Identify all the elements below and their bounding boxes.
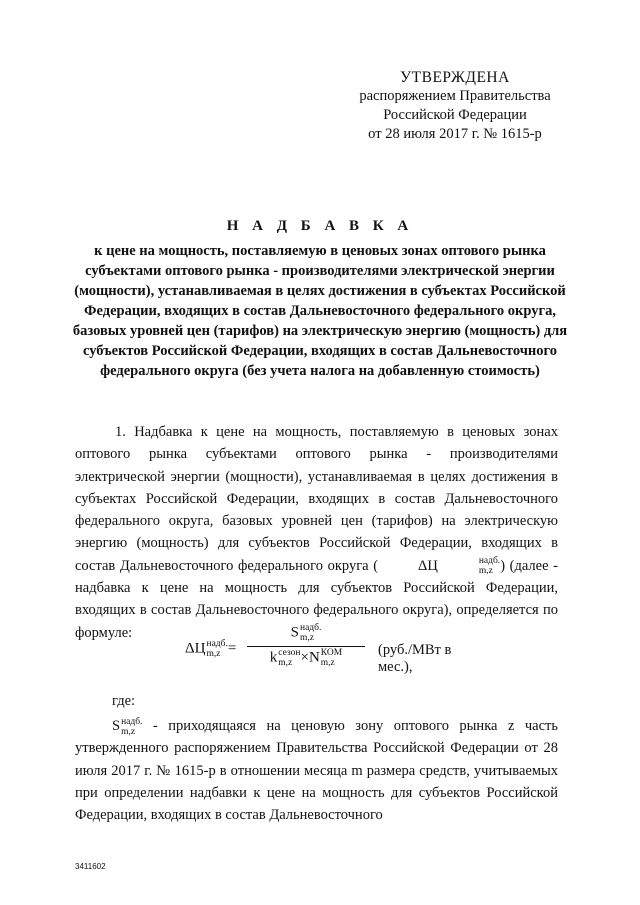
- approval-date: от 28 июля 2017 г. № 1615-р: [368, 126, 542, 142]
- surcharge-symbol-sub: m,z: [478, 566, 493, 577]
- fraction-bar: [247, 646, 365, 647]
- document-code: 3411602: [75, 862, 106, 871]
- surcharge-symbol-sup: надб.: [478, 556, 501, 567]
- paragraph-2-text: - приходящаяся на ценовую зону оптового рынка z часть утвержденного распоряжением Правительства Российской Федерации от 28 июля 2017 г. № 1615-р в отношении месяца m размера средств, учитываемых при определении надбавки к цене на мощность для субъектов Российской Федерации, входящих в состав Дальневосточного: [75, 718, 558, 824]
- approval-block: [330, 68, 580, 144]
- formula-fraction: [247, 623, 365, 668]
- formula-denominator: k сезон m,z ×N КОМ m,z: [269, 648, 343, 668]
- formula-lhs: ΔЦ надб. m,z =: [185, 639, 237, 659]
- paragraph-1-text-b: ) (далее - надбавка к цене на мощность для субъектов Российской Федерации, входящих в состав Дальневосточного федерального округа), определяется по формуле:: [75, 557, 558, 641]
- formula-numerator: S надб. m,z: [290, 623, 322, 643]
- surcharge-symbol: ΔЦ надб. m,z: [418, 556, 501, 577]
- heading-title: Н А Д Б А В К А: [226, 218, 414, 234]
- where-label: где:: [112, 693, 136, 709]
- heading-subtitle: к цене на мощность, поставляемую в ценовых зонах оптового рынка субъектами оптового рынка - производителями электрической энергии (мощности), устанавливаемая в целях достижения в субъектах Российской Федерации, входящих в состав Дальневосточного федерального округа, базовых уровней цен (тарифов) на электрическую энергию (мощность) для субъектов Российской Федерации, входящих в состав Дальневосточного федерального округа (без учета налога на добавленную стоимость): [72, 243, 568, 379]
- s-symbol: S надб. m,z: [112, 716, 143, 737]
- paragraph-1: [75, 421, 558, 644]
- document-heading: [70, 218, 570, 381]
- paragraph-2: [75, 715, 558, 826]
- approval-title: УТВЕРЖДЕНА: [400, 69, 510, 86]
- paragraph-1-text-a: 1. Надбавка к цене на мощность, поставляемую в ценовых зонах оптового рынка субъектами оптового рынка - производителями электрической энергии (мощности), устанавливаемая в целях достижения в субъектах Российской Федерации, входящих в состав Дальневосточного федерального округа, базовых уровней цен (тарифов) на электрическую энергию (мощность) для субъектов Российской Федерации, входящих в состав Дальневосточного федерального округа (: [75, 424, 558, 574]
- approval-line-2: распоряжением Правительства: [359, 88, 551, 104]
- approval-line-3: Российской Федерации: [383, 107, 527, 123]
- formula: [185, 621, 485, 679]
- formula-units: (руб./МВт в мес.),: [378, 642, 452, 675]
